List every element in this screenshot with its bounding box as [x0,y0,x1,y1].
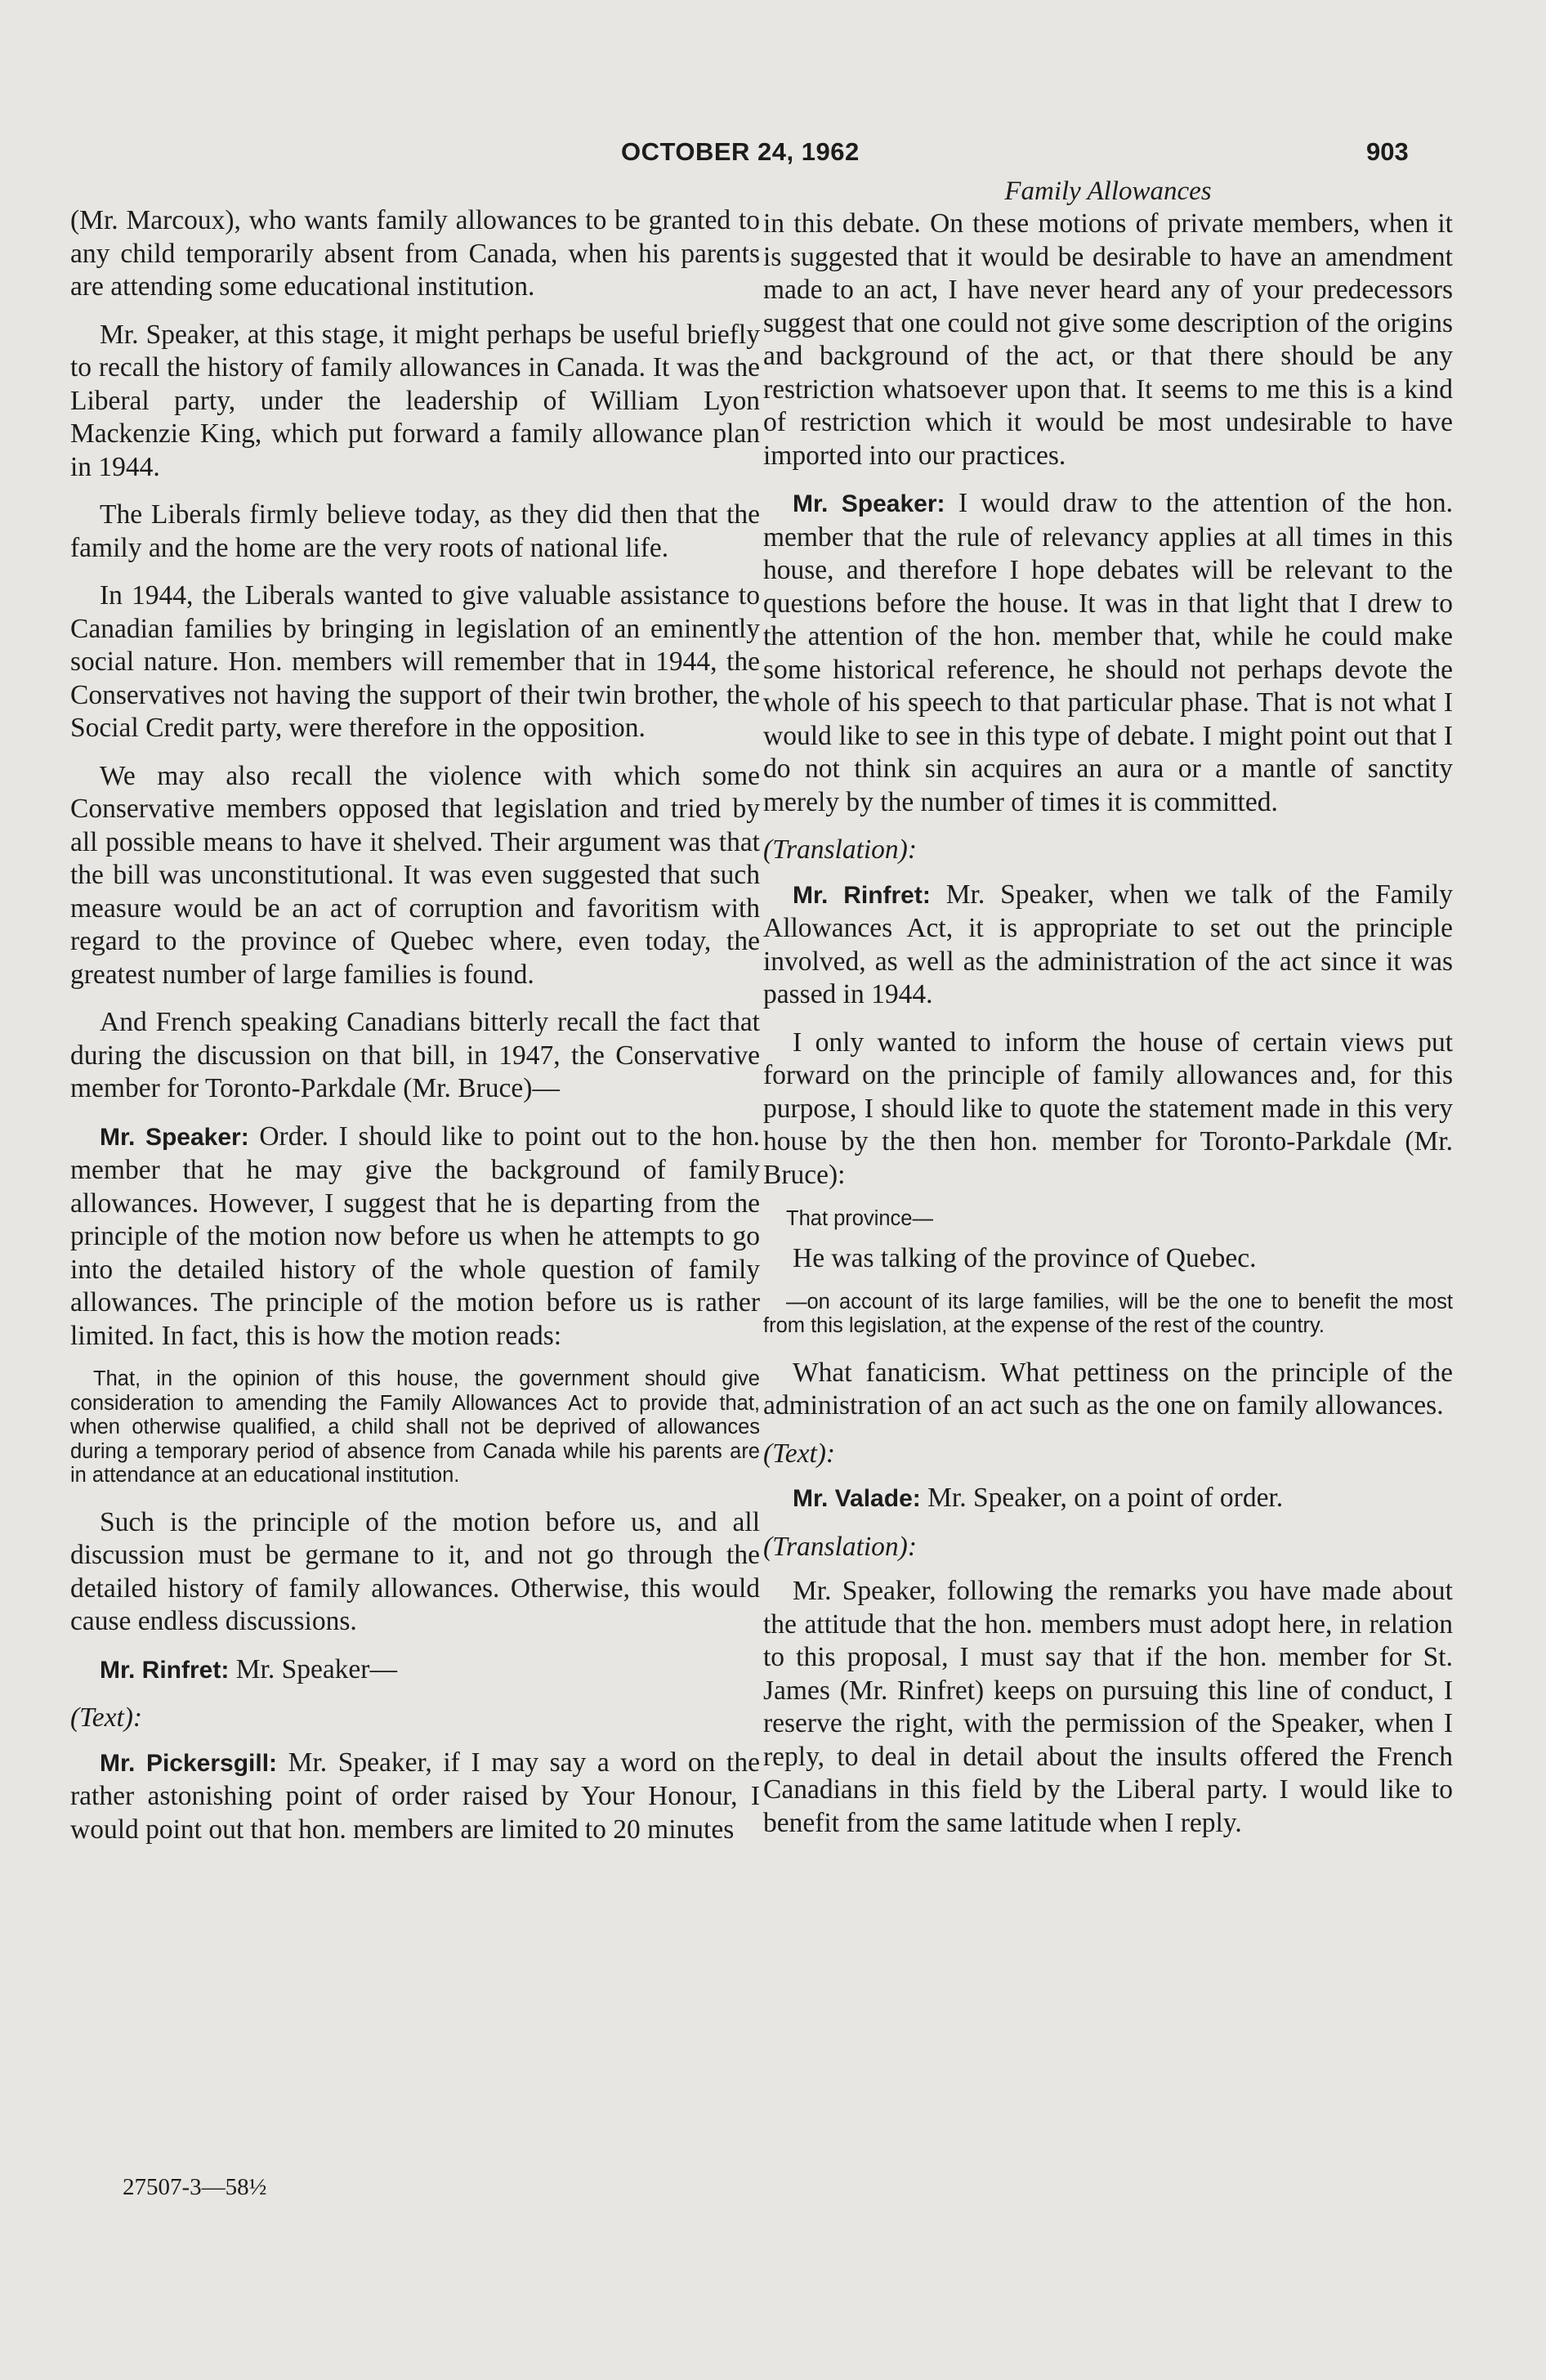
paragraph: And French speaking Canadians bitterly recall the fact that during the discussion on that bill, in 1947, the Conservative member for Toronto-Parkdale (Mr. Bruce)— [70,1007,760,1103]
left-column [70,204,760,1861]
quote: —on account of its large families, will be the one to benefit the most from this legislation, at the expense of the rest of the country. [763,1290,1453,1337]
motion-quote: That, in the opinion of this house, the government should give consideration to amending the Family Allowances Act to provide that, when otherwise qualified, a child shall not be deprived of allowances during a temporary period of absence from Canada while his parents are in attendance at an educational institution. [70,1367,760,1487]
speech-paragraph [70,1747,760,1847]
paragraph: What fanaticism. What pettiness on the principle of the administration of an act such as the one on family allowances. [763,1357,1453,1420]
speech-paragraph [70,1653,760,1688]
page-number: 903 [1366,137,1409,166]
page-header [0,137,1546,170]
running-subhead: Family Allowances [1004,177,1212,206]
speaker-name: Mr. Speaker: [793,490,945,517]
paragraph: We may also recall the violence with which some Conservative members opposed that legislation and tried by all possible means to have it shelved. Their argument was that the bill was unconstitutional. It was even suggested that such measure would be an act of corruption and favoritism with regard to the province of Quebec where, even today, the greatest number of large families is found. [70,760,760,990]
paragraph: He was talking of the province of Quebec. [793,1243,1257,1273]
language-label: (Text): [763,1438,836,1469]
paragraph: In 1944, the Liberals wanted to give valuable assistance to Canadian families by bringing in legislation of an eminently social nature. Hon. members will remember that in 1944, the Conservatives not having the support of their twin brother, the Social Credit party, were therefore in the opposition. [70,580,760,743]
speech-paragraph [763,1482,1453,1516]
language-label: (Translation): [763,1531,917,1562]
speaker-name: Mr. Speaker: [100,1123,249,1151]
speech-text: Mr. Speaker, when we talk of the Family Allowances Act, it is appropriate to set out the principle involved, as well as the administration of the act since it was passed in 1944. [763,879,1453,1009]
speech-text: I would draw to the attention of the hon. member that the rule of relevancy applies at all times in this house, and therefore I hope debates will be relevant to the questions before the house. It was in that light that I drew to the attention of the hon. member that, while he could make some historical reference, he should not perhaps devote the whole of his speech to that particular phase. That is not what I would like to see in this type of debate. I might point out that I do not think sin acquires an aura or a mantle of sanctity merely by the number of times it is committed. [763,488,1454,817]
speaker-name: Mr. Valade: [793,1485,921,1512]
speech-paragraph [763,487,1453,819]
language-label: (Text): [70,1702,143,1733]
paragraph: (Mr. Marcoux), who wants family allowances to be granted to any child temporarily absent from Canada, when his parents are attending some educational institution. [70,205,760,302]
speech-text: Mr. Speaker, on a point of order. [920,1483,1284,1513]
paragraph: Mr. Speaker, following the remarks you have made about the attitude that the hon. members must adopt here, in relation to this proposal, I must say that if the hon. member for St. James (Mr. Rinfret) keeps on pursuing this line of conduct, I reserve the right, with the permission of the Speaker, when I reply, to deal in detail about the insults offered the French Canadians in this field by the Liberal party. I would like to benefit from the same latitude when I reply. [763,1576,1453,1838]
speech-text: Mr. Speaker, if I may say a word on the rather astonishing point of order raised by Your Honour, I would point out that hon. members are limited to 20 minutes [70,1747,760,1845]
paragraph: in this debate. On these motions of private members, when it is suggested that it would be desirable to have an amendment made to an act, I have never heard any of your predecessors suggest that one could not give some description of the origins and background of the act, or that there should be any restriction whatsoever upon that. It seems to me this is a kind of restriction which it would be most undesirable to have imported into our practices. [763,208,1453,471]
language-label: (Translation): [763,834,917,865]
speaker-name: Mr. Rinfret: [100,1656,230,1684]
speaker-name: Mr. Pickersgill: [100,1749,278,1777]
quote: That province— [786,1207,933,1230]
paragraph: The Liberals firmly believe today, as they did then that the family and the home are the very roots of national life. [70,499,760,563]
paragraph: Such is the principle of the motion before us, and all discussion must be germane to it, and not go through the detailed history of family allowances. Otherwise, this would cause endless discussions. [70,1506,760,1636]
speaker-name: Mr. Rinfret: [793,881,931,909]
paragraph: Mr. Speaker, at this stage, it might perhaps be useful briefly to recall the history of family allowances in Canada. It was the Liberal party, under the leadership of William Lyon Mackenzie King, which put forward a family allowance plan in 1944. [70,319,760,482]
right-column [763,175,1453,1854]
footer-code: 27507-3—58½ [123,2174,267,2200]
speech-paragraph [70,1121,760,1353]
paragraph: I only wanted to inform the house of certain views put forward on the principle of family allowances and, for this purpose, I should like to quote the statement made in this very house by the then hon. member for Toronto-Parkdale (Mr. Bruce): [763,1027,1453,1190]
speech-paragraph [763,879,1453,1012]
speech-text: Order. I should like to point out to the hon. member that he may give the background of family allowances. However, I suggest that he is departing from the principle of the motion now before us when he attempts to go into the detailed history of the whole question of family allowances. The principle of the motion before us is rather limited. In fact, this is how the motion reads: [70,1121,760,1351]
speech-text: Mr. Speaker— [229,1653,397,1684]
header-date: OCTOBER 24, 1962 [621,137,860,166]
